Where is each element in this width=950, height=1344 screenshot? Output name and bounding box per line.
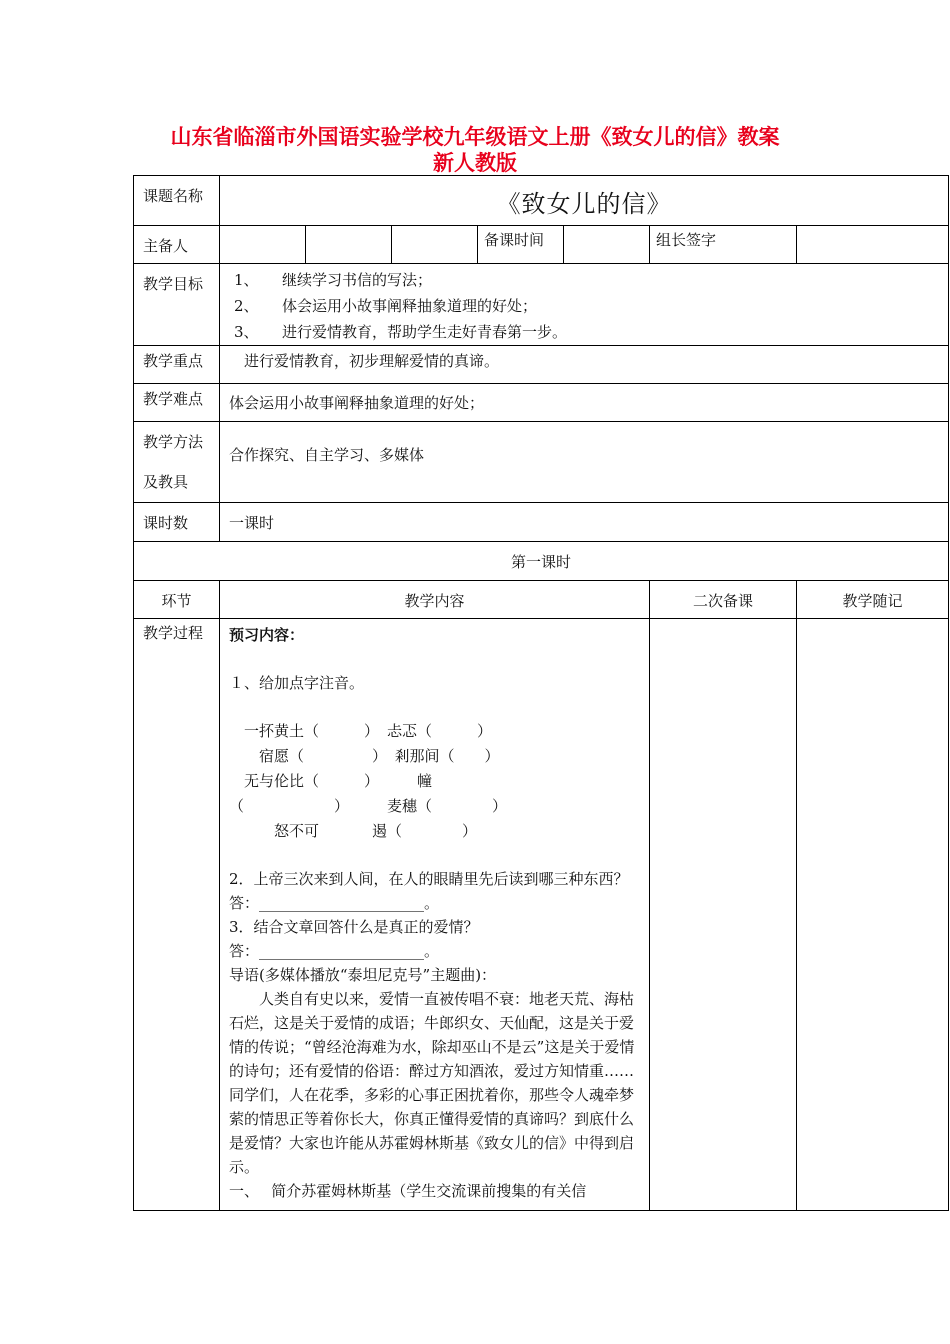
- method-label: 教学方法 及教具: [134, 422, 220, 503]
- pinyin-item: 怒不可: [229, 822, 320, 840]
- pinyin-item: 宿愿（: [229, 747, 305, 765]
- lead-row: [134, 226, 949, 264]
- prep-time-label: 备课时间: [478, 226, 564, 264]
- topic-row: [134, 176, 949, 226]
- key-point-row: [134, 346, 949, 384]
- hours-row: [134, 503, 949, 542]
- pinyin-item: 幢: [372, 772, 433, 790]
- section-1-heading: 一、 简介苏霍姆林斯基（学生交流课前搜集的有关信: [229, 1182, 587, 1200]
- method-value: 合作探究、自主学习、多媒体: [220, 422, 949, 503]
- document-title-line1: 山东省临淄市外国语实验学校九年级语文上册《致女儿的信》教案: [170, 125, 780, 149]
- preview-heading: 预习内容：: [229, 626, 305, 644]
- stage-header: 环节: [134, 581, 220, 619]
- goals-list: [220, 264, 949, 346]
- notes-header: 教学随记: [797, 581, 949, 619]
- pinyin-item: 无与伦比（ ）: [229, 772, 380, 790]
- leader-sign-label: 组长签字: [650, 226, 797, 264]
- intro-line: 导语(多媒体播放“泰坦尼克号”主题曲)：: [229, 966, 497, 984]
- first-lesson-heading: 第一课时: [134, 542, 949, 581]
- lead-cell-2: [306, 226, 392, 264]
- content-header: 教学内容: [220, 581, 650, 619]
- goal-item: 1、 继续学习书信的写法；: [234, 271, 433, 289]
- lesson-plan-table: [133, 175, 949, 1211]
- process-label: 教学过程: [134, 619, 220, 1211]
- prep-time-value: [564, 226, 650, 264]
- lead-label: 主备人: [134, 226, 220, 264]
- process-content: [220, 619, 650, 1211]
- goals-row: [134, 264, 949, 346]
- pinyin-item: 一抔黄土（ ）: [229, 722, 380, 740]
- question-3: 3．结合文章回答什么是真正的爱情？: [229, 918, 479, 936]
- difficulty-value: 体会运用小故事阐释抽象道理的好处；: [220, 384, 949, 422]
- leader-sign-value: [797, 226, 949, 264]
- document-title-line2: 新人教版: [433, 151, 517, 175]
- column-header-row: [134, 581, 949, 619]
- pinyin-exercise: [229, 719, 643, 843]
- question-1: １、给加点字注音。: [229, 674, 365, 692]
- pinyin-item: （ ）: [229, 797, 350, 815]
- goal-item: 3、 进行爱情教育，帮助学生走好青春第一步。: [234, 323, 568, 341]
- intro-paragraph: 人类自有史以来，爱情一直被传唱不衰：地老天荒、海枯石烂，这是关于爱情的成语；牛郎织女、天仙配，这是关于爱情的传说；“曾经沧海难为水，除却巫山不是云”这是关于爱情的诗句；还有爱情的俗语：醉过方知酒浓，爱过方知情重……同学们，人在花季，多彩的心事正困扰着你，那些令人魂牵梦萦的情思正等着你长大，你真正懂得爱情的真谛吗？到底什么是爱情？大家也许能从苏霍姆林斯基《致女儿的信》中得到启示。: [229, 990, 635, 1176]
- process-row: [134, 619, 949, 1211]
- question-2: 2．上帝三次来到人间，在人的眼睛里先后读到哪三种东西？: [229, 870, 629, 888]
- topic-label: 课题名称: [134, 176, 220, 226]
- lesson-title: 《致女儿的信》: [220, 176, 949, 226]
- second-prep-header: 二次备课: [650, 581, 797, 619]
- pinyin-item: 遏（ ）: [372, 822, 478, 840]
- pinyin-item: 麦穗（ ）: [372, 797, 508, 815]
- lead-cell-3: [392, 226, 478, 264]
- hours-value: 一课时: [220, 503, 949, 542]
- hours-label: 课时数: [134, 503, 220, 542]
- pinyin-item: 忐忑（ ）: [372, 722, 493, 740]
- method-row: [134, 422, 949, 503]
- goal-item: 2、 体会运用小故事阐释抽象道理的好处；: [234, 297, 538, 315]
- key-point-value: 进行爱情教育，初步理解爱情的真谛。: [220, 346, 949, 384]
- pinyin-item: ） 剎那间（ ）: [372, 747, 500, 765]
- notes-cell: [797, 619, 949, 1211]
- lead-cell-1: [220, 226, 306, 264]
- answer-blank-2: 答：______________________。: [229, 942, 440, 960]
- goals-label: 教学目标: [134, 264, 220, 346]
- difficulty-label: 教学难点: [134, 384, 220, 422]
- first-lesson-row: [134, 542, 949, 581]
- second-prep-cell: [650, 619, 797, 1211]
- difficulty-row: [134, 384, 949, 422]
- answer-blank-1: 答：______________________。: [229, 894, 440, 912]
- key-point-label: 教学重点: [134, 346, 220, 384]
